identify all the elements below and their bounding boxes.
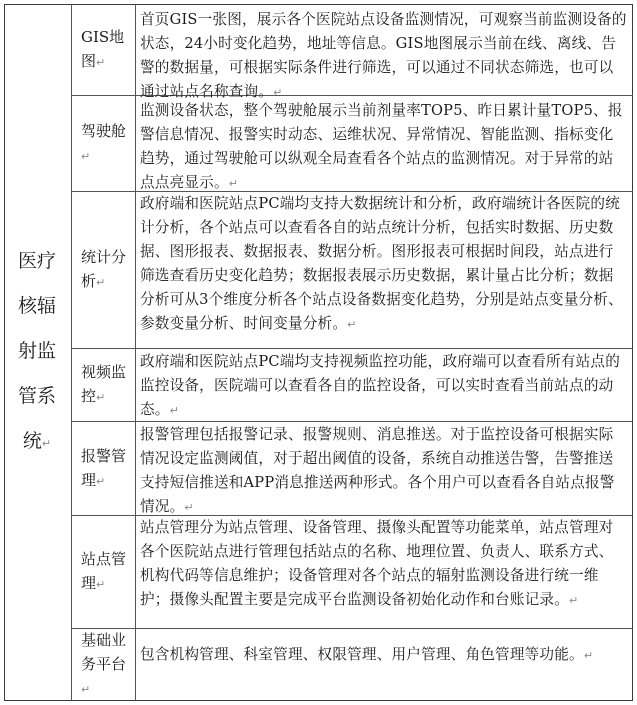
- description-text: 报警管理包括报警记录、报警规则、消息推送。对于监控设备可根据实际情况设定监测阈值，对于超出阈值的设备，系统自动推送告警，告警推送支持短信推送和APP消息推送两种形式。各个用户可以查看各自站点报警情况。: [140, 426, 615, 515]
- description-cell: [140, 192, 628, 337]
- paragraph-mark: ↵: [96, 391, 106, 404]
- paragraph-mark: ↵: [228, 177, 239, 190]
- paragraph-mark: ↵: [347, 318, 357, 331]
- description-cell: [140, 350, 628, 423]
- category-label: 站点管理: [81, 550, 127, 592]
- paragraph-mark: ↵: [96, 578, 106, 591]
- description-cell: [140, 643, 628, 668]
- category-label: 统计分析: [81, 248, 127, 290]
- paragraph-mark: ↵: [569, 594, 579, 607]
- paragraph-mark: ↵: [41, 437, 52, 450]
- paragraph-mark: ↵: [96, 276, 106, 289]
- category-cell: [76, 629, 131, 701]
- paragraph-mark: ↵: [169, 404, 180, 417]
- description-text: 包含机构管理、科室管理、权限管理、用户管理、角色管理等功能。: [140, 646, 584, 663]
- category-label: 基础业务平台: [81, 631, 127, 673]
- category-label: 报警管理: [81, 446, 127, 489]
- category-cell: [76, 4, 131, 95]
- paragraph-mark: ↵: [96, 474, 106, 488]
- description-text: 政府端和医院站点PC端均支持大数据统计和分析，政府端统计各医院的统计分析，各个站点可以查看各自的站点统计分析，包括实时数据、历史数据、图形报表、数据报表、数据分析。图形报表可根据时间段，站点进行筛选查看历史变化趋势；数据报表展示历史数据，累计量占比分析；数据分析可从3个维度分析各个站点设备数据变化趋势，分别是站点变量分析、参数变量分析、时间变量分析。: [140, 195, 623, 332]
- column-divider: [135, 4, 136, 701]
- category-cell: [76, 349, 131, 421]
- system-label-cell: [10, 4, 64, 701]
- column-divider: [71, 4, 72, 701]
- paragraph-mark: ↵: [81, 149, 91, 163]
- category-label: 驾驶舱: [81, 121, 127, 140]
- row-divider: [71, 348, 633, 349]
- category-cell: [76, 96, 131, 191]
- paragraph-mark: ↵: [273, 86, 283, 99]
- description-cell: [140, 516, 628, 613]
- paragraph-mark: ↵: [184, 501, 194, 514]
- paragraph-mark: ↵: [81, 683, 91, 696]
- description-text: 首页GIS一张图，展示各个医院站点设备监测情况，可观察当前监测设备的状态，24小时变化趋势，地址等信息。GIS地图展示当前在线、离线、告警的数据量，可根据实际条件进行筛选，可以通过不同状态筛选，也可以通过站点名称查询。: [140, 11, 627, 100]
- system-label: 医疗核辐射监管系统: [17, 250, 56, 452]
- paragraph-mark: ↵: [96, 55, 106, 69]
- description-cell: [140, 99, 628, 196]
- category-cell: [76, 516, 131, 628]
- category-cell: [76, 422, 131, 515]
- description-cell: [140, 423, 628, 520]
- category-cell: [76, 192, 131, 348]
- description-text: 政府端和医院站点PC端均支持视频监控功能，政府端可以查看所有站点的监控设备，医院端可以查看各自的监控设备，可以实时查看当前站点的动态。: [140, 353, 620, 418]
- description-text: 站点管理分为站点管理、设备管理、摄像头配置等功能菜单，站点管理对各个医院站点进行管理包括站点的名称、地理位置、负责人、联系方式、机构代码等信息维护；设备管理对各个站点的辐射监测设备进行统一维护；摄像头配置主要是完成平台监测设备初始化动作和台账记录。: [140, 519, 614, 608]
- description-cell: [140, 8, 628, 105]
- category-label: GIS地图: [81, 27, 125, 70]
- paragraph-mark: ↵: [583, 649, 594, 662]
- description-text: 监测设备状态，整个驾驶舱展示当前剂量率TOP5、昨日累计量TOP5、报警信息情况、报警实时动态、运维状况、异常情况、智能监测、指标变化趋势，通过驾驶舱可以纵观全局查看各个站点的监测情况。对于异常的站点点亮显示。: [140, 102, 623, 191]
- category-label: 视频监控: [81, 363, 127, 405]
- row-divider: [71, 628, 633, 629]
